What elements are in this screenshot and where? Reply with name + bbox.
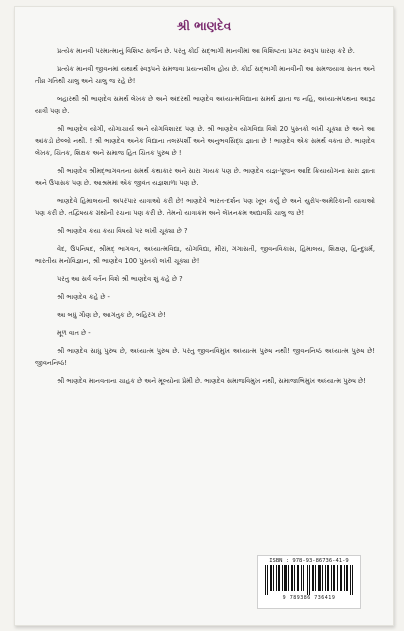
barcode-icon <box>263 565 355 595</box>
paragraph-6: ભાણદેવે હિમાલયની અપરંપાર યાત્રાઓ કરી છે! ભાણદેવે ભારત-દર્શન પણ ખૂબ કર્યું છે અને યુરોપ-અમેરિકાની યાત્રાઓ પણ કરી છે. તદ્વિષયક ગ્રંથોની રચના પણ કરી છે. તેમનો યાત્રાક્રમ અને લેખનક્રમ અદ્યાવધિ ચાલુ જ છે! <box>35 197 375 217</box>
back-cover <box>14 6 394 626</box>
paragraph-10: શ્રી ભાણદેવ કહે છે - <box>57 293 110 301</box>
paragraph-3: બહારથી શ્રી ભાણદેવ સમર્થ લેખક છે અને અંદરથી ભાણદેવ અધ્યાત્મવિદ્યાના સમર્થ જ્ઞાતા જ નહિ, અધ્યાત્મપથના આરૂઢ યાત્રી પણ છે. <box>35 95 375 115</box>
paragraph-9: પરંતુ આ સર્વ વર્તન વિશે શ્રી ભાણદેવ શું કહે છે ? <box>57 275 183 283</box>
barcode-digits: 9 789386 736419 <box>282 595 336 601</box>
paragraph-5: શ્રી ભાણદેવ શ્રીમદ્ભાગવતના સમર્થ કથાકાર અને સારા ગાયક પણ છે. ભાણદેવ યજ્ઞ-પૂજન આદિ ક્રિયાયોગના સારા જ્ઞાતા અને ઉપાસક પણ છે. આશ્રમમાં એક જીવંત યજ્ઞશાળા પણ છે. <box>35 167 375 187</box>
paragraph-13: શ્રી ભાણદેવ સાધુ પુરુષ છે, અધ્યાત્મ પુરુષ છે. પરંતુ જીવનવિમુખ અધ્યાત્મ પુરુષ નથી! જીવનનિષ્ઠ અધ્યાત્મ પુરુષ છે! જીવનનિષ્ઠ! <box>35 347 375 367</box>
isbn-label: ISBN : 978-93-86736-41-9 <box>269 558 349 564</box>
paragraph-4: શ્રી ભાણદેવ યોગી, યોગાચાર્ય અને યોગવિશારદ પણ છે. શ્રી ભાણદેવ યોગવિદ્યા વિશે 20 પુસ્તકો લખી ચૂક્યા છે અને આ આંકડો છેલ્લો નથી. ! શ્રી ભાણદેવ અનેક વિદ્યાના તલસ્પર્શી અને અનુભવસિદ્ધ જ્ઞાતા છે ! ભાણદેવ એક સમર્થ વક્તા છે. ભાણદેવ લેખક, ચિંતક, શિક્ષક અને સમાજ હિત ચિંતક પુરુષ છે ! <box>35 125 375 157</box>
paragraph-2: પ્રત્યેક માનવી જીવનમાં યથાર્થ સ્વરૂપને સમજવા પ્રયત્નશીલ હોય છે. કોઈ સદ્ભાગી માનવીની આ સમજયાત્રા સતત અને તીવ્ર ગતિથી ચાલુ અને ચાલુ જ રહે છે! <box>35 65 375 85</box>
paragraph-7: શ્રી ભાણદેવ કયા કયા વિષયો પર લખી ચૂક્યા છે ? <box>57 227 188 235</box>
paragraph-12: મૂળ વાત છે - <box>57 329 91 337</box>
paragraph-11: આ બધું ગૌણ છે, આગંતુક છે, બહિરંગ છે! <box>57 311 166 319</box>
isbn-barcode <box>257 555 361 609</box>
paragraph-14: શ્રી ભાણદેવ માનવતાના ચાહક છે અને મૂલ્યોના પ્રેમી છે. ભાણદેવ સમાજવિમુખ નથી, સમાજાભિમુખ અધ્યાત્મ પુરુષ છે! <box>57 377 366 385</box>
book-title: શ્રી ભાણદેવ <box>176 19 232 33</box>
blurb-text <box>35 45 375 393</box>
paragraph-1: પ્રત્યેક માનવી પરમાત્માનું વિશિષ્ટ સર્જન છે. પરંતુ કોઈ સદ્ભાગી માનવીમાં આ વિશિષ્ટતા પ્રગટ સ્વરૂપ ધારણ કરે છે. <box>57 47 355 55</box>
paragraph-8: વેદ, ઉપનિષદ, શ્રીમદ્ ભાગવત, અધ્યાત્મવિદ્યા, યોગવિદ્યા, મીરાં, ગંગાસતી, જીવનવિકાસ, હિમાલય, શિક્ષણ, હિન્દુધર્મ, ભારતીય મનોવિજ્ઞાન, શ્રી ભાણદેવ 100 પુસ્તકો લખી ચૂક્યા છે! <box>35 245 375 265</box>
